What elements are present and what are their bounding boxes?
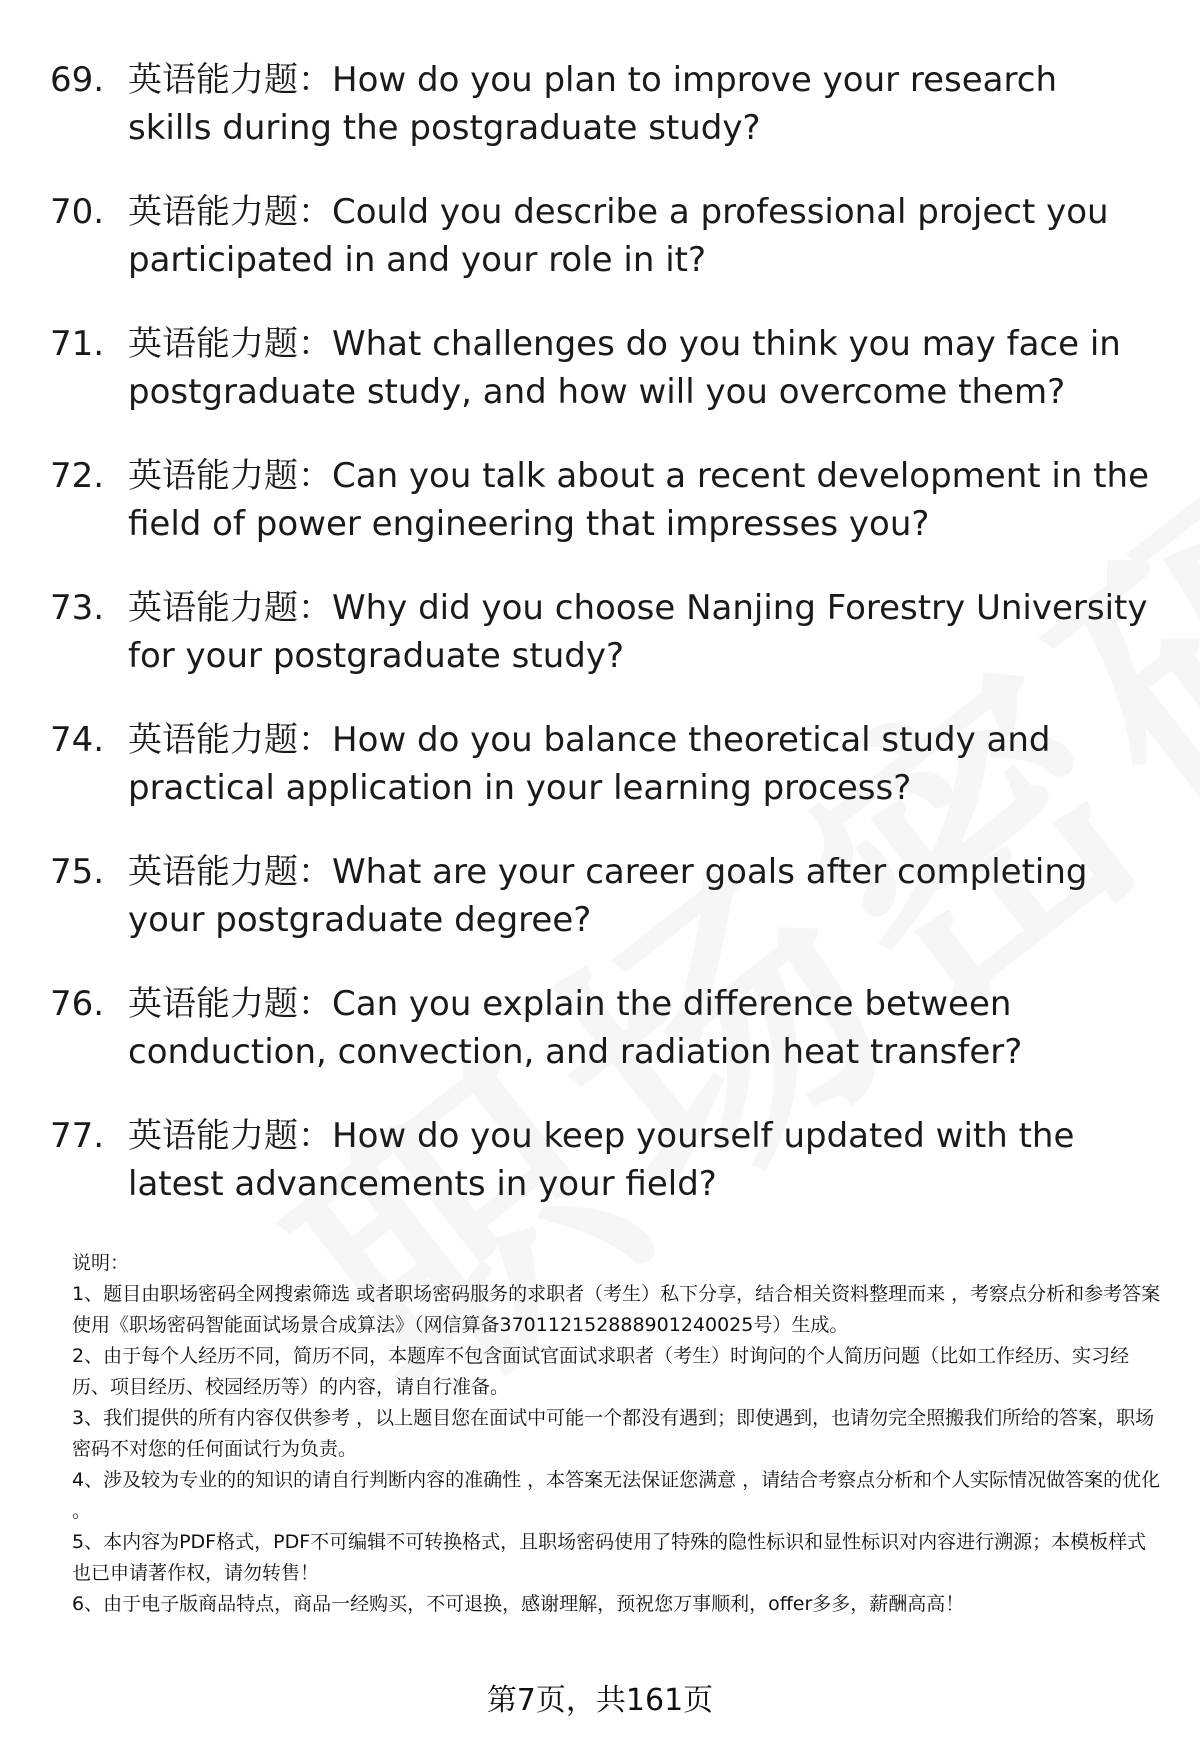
question-number: 70. (50, 192, 105, 232)
question-label: 英语能力题： (128, 456, 332, 496)
question-label: 英语能力题： (128, 324, 332, 364)
question-item (50, 980, 1150, 1076)
question-number: 73. (50, 588, 105, 628)
question-label: 英语能力题： (128, 192, 332, 232)
page-number: 第7页，共161页 (486, 1683, 714, 1718)
question-number: 71. (50, 324, 105, 364)
question-number: 74. (50, 720, 105, 760)
question-label: 英语能力题： (128, 852, 332, 892)
notes-title: 说明： (72, 1252, 130, 1274)
question-text: How do you keep yourself updated with the latest advancements in your field? (128, 1116, 1075, 1204)
question-item (50, 716, 1150, 812)
note-item: 3、我们提供的所有内容仅供参考 ，以上题目您在面试中可能一个都没有遇到；即使遇到，也请勿完全照搬我们所给的答案，职场密码不对您的任何面试行为负责。 (72, 1407, 1155, 1460)
note-item: 5、本内容为PDF格式，PDF不可编辑不可转换格式，且职场密码使用了特殊的隐性标识和显性标识对内容进行溯源；本模板样式也已申请著作权，请勿转售！ (72, 1531, 1147, 1584)
question-number: 75. (50, 852, 105, 892)
question-item (50, 1112, 1150, 1208)
note-item: 1、题目由职场密码全网搜索筛选 或者职场密码服务的求职者（考生）私下分享，结合相关资料整理而来 ，考察点分析和参考答案使用《职场密码智能面试场景合成算法》（网信算备370112152888901240025号）生成。 (72, 1283, 1161, 1336)
question-text: How do you balance theoretical study and practical application in your learning process? (128, 720, 1051, 808)
question-text: What are your career goals after completing your postgraduate degree? (128, 852, 1088, 940)
question-label: 英语能力题： (128, 60, 332, 100)
question-label: 英语能力题： (128, 588, 332, 628)
question-text: Why did you choose Nanjing Forestry University for your postgraduate study? (128, 588, 1148, 676)
question-item (50, 848, 1150, 944)
question-text: Can you talk about a recent development in the field of power engineering that impresses you? (128, 456, 1150, 544)
question-item (50, 452, 1150, 548)
question-label: 英语能力题： (128, 1116, 332, 1156)
question-list (50, 56, 1150, 1244)
question-number: 69. (50, 60, 105, 100)
question-label: 英语能力题： (128, 720, 332, 760)
notes-section (72, 1248, 1162, 1620)
note-item: 6、由于电子版商品特点，商品一经购买，不可退换，感谢理解，预祝您万事顺利，offer多多，薪酬高高！ (72, 1593, 965, 1615)
question-text: What challenges do you think you may face in postgraduate study, and how will you overcome them? (128, 324, 1121, 412)
question-number: 72. (50, 456, 105, 496)
question-item (50, 320, 1150, 416)
note-item: 2、由于每个人经历不同，简历不同，本题库不包含面试官面试求职者（考生）时询问的个人简历问题（比如工作经历、实习经历、项目经历、校园经历等）的内容，请自行准备。 (72, 1345, 1130, 1398)
question-number: 76. (50, 984, 105, 1024)
question-item (50, 584, 1150, 680)
question-item (50, 188, 1150, 284)
question-number: 77. (50, 1116, 105, 1156)
question-item (50, 56, 1150, 152)
question-label: 英语能力题： (128, 984, 332, 1024)
question-text: How do you plan to improve your research skills during the postgraduate study? (128, 60, 1057, 148)
question-text: Could you describe a professional project you participated in and your role in it? (128, 192, 1109, 280)
question-text: Can you explain the difference between conduction, convection, and radiation heat transfer? (128, 984, 1023, 1072)
note-item: 4、涉及较为专业的的知识的请自行判断内容的准确性 ，本答案无法保证您满意 ，请结合考察点分析和个人实际情况做答案的优化 。 (72, 1469, 1161, 1522)
